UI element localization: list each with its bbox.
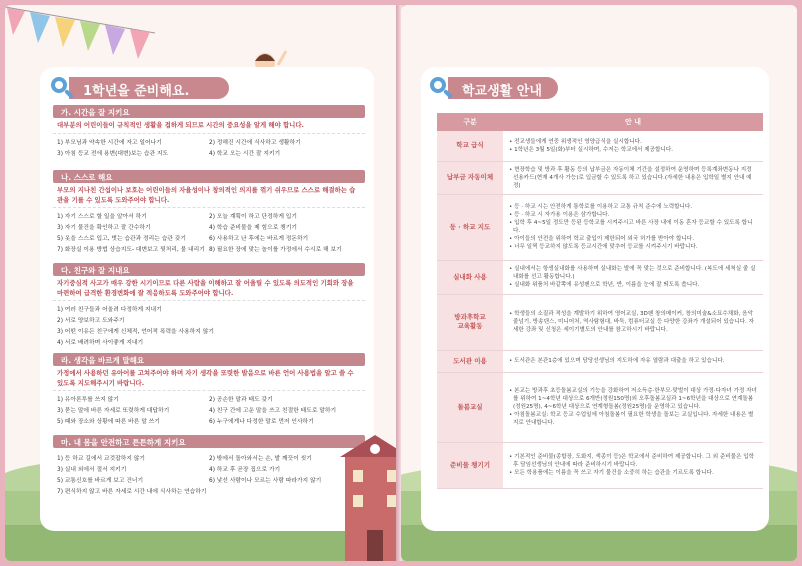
- school-building-illustration: [335, 435, 401, 561]
- right-page: [401, 5, 797, 561]
- section-items: [53, 133, 365, 160]
- section-description: 부모의 지나친 간섭이나 보호는 어린이들의 자율성이나 창의적인 의지를 꺾기 쉬우므로 스스로 해결하는 습관을 기를 수 있도록 도와주어야 합니다.: [57, 186, 356, 204]
- row-description: [503, 161, 763, 194]
- table-row: [437, 260, 763, 294]
- magnifier-icon: [49, 75, 75, 101]
- list-item: 1) 유아론투를 쓰지 않기: [57, 397, 119, 403]
- page-title: 1학년을 준비해요.: [69, 77, 229, 99]
- section-items: [53, 390, 365, 428]
- section-heading: 마. 내 몸을 안전하고 튼튼하게 지키요: [53, 435, 365, 448]
- row-description: [503, 372, 763, 442]
- list-item: 2) 서로 양보하고 도와주기: [57, 318, 125, 324]
- description-line: • 아침돌봄교실: 학교 등교 수업일에 아침돌봄이 필요한 학생을 돌보는 교실입니다. 자세한 내용은 별지로 안내합니다.: [509, 412, 754, 426]
- description-line: • 도서관은 본관1층에 있으며 담당선생님의 지도하에 자유 열람과 대출을 하고 있습니다.: [509, 358, 725, 364]
- description-line: • 기본적인 준비물(종합장, 도화지, 색종이 등)은 학교에서 준비하여 제공합니다. 그 외 준비물은 입학 후 담임선생님의 안내에 따라 준비하시기 바랍니다.: [509, 454, 755, 468]
- list-item: 4) 학습 준비물을 제 힘으로 챙기기: [209, 225, 297, 231]
- left-page: [5, 5, 401, 561]
- section-safety: [53, 435, 365, 498]
- row-description: [503, 260, 763, 294]
- list-item: 6) 누구에게나 다정한 말로 먼저 인사하기: [209, 419, 314, 425]
- section-heading: 라. 생각을 바르게 말해요: [53, 353, 365, 366]
- list-item: 1) 부모님과 약속한 시간에 자고 일어나기: [57, 139, 162, 146]
- section-self: [53, 170, 365, 256]
- description-line: • 모든 학용품에는 이름을 꼭 쓰고 자기 물건을 소중히 하는 습관을 기르도록 합니다.: [509, 470, 714, 476]
- row-category: 실내화 사용: [437, 260, 503, 294]
- list-item: 5) 때와 장소와 상황에 따른 바른 말 쓰기: [57, 419, 160, 425]
- list-item: 3) 실내 외에서 절서 지키기: [57, 467, 127, 473]
- section-items: [53, 448, 365, 498]
- page-title: 학교생활 안내: [448, 77, 558, 99]
- list-item: 3) 묻는 말에 바른 자세로 또렷하게 대답하기: [57, 408, 170, 414]
- table-header: 안 내: [503, 113, 763, 131]
- table-row: [437, 350, 763, 372]
- bunting-decoration: [5, 5, 155, 65]
- table-header: 구분: [437, 113, 503, 131]
- section-heading: 다. 친구와 잘 지내요: [53, 263, 365, 276]
- description-line: • 전교생들에게 연중 위생적인 영양급식을 실시합니다.: [509, 138, 642, 145]
- list-item: 2) 밖에서 돌아와서는 손, 발 깨끗이 씻기: [209, 456, 312, 462]
- list-item: 4) 친구 간에 고운 말을 쓰고 친절한 태도로 말하기: [209, 408, 337, 414]
- row-category: 등 · 하교 지도: [437, 194, 503, 260]
- school-info-table: [437, 113, 763, 489]
- table-row: [437, 294, 763, 350]
- row-description: [503, 131, 763, 161]
- description-line: • 너무 일찍 등교하지 않도록 등교시간에 맞추어 등교를 시켜주시기 바랍니다.: [509, 244, 698, 250]
- section-items: [53, 300, 365, 349]
- table-body: [437, 131, 763, 488]
- list-item: 1) 자기 스스로 할 일을 알아서 하기: [57, 214, 147, 220]
- list-item: 6) 사용하고 난 후에는 바르게 정돈하기: [209, 236, 309, 242]
- description-line: • 등 · 하교 시 자가용 이용은 삼가합니다.: [509, 212, 610, 218]
- row-description: [503, 194, 763, 260]
- table-row: [437, 161, 763, 194]
- table-row: [437, 194, 763, 260]
- description-line: • 아이들의 안전을 위하여 학교 출입이 제한되어 외국 허가를 받아야 합니다.: [509, 236, 694, 242]
- section-time: [53, 105, 365, 160]
- section-heading: 가. 시간을 잘 지키요: [53, 105, 365, 118]
- row-description: [503, 442, 763, 488]
- description-line: • 입학 후 4~5일 정도만 등된 등학교를 시켜주시고 바른 사장 내에 이동 혼자 등교할 수 있도록 합니다.: [509, 220, 753, 234]
- section-description: 자기중심적 사고가 매우 강한 시기이므로 다른 사람을 이해하고 잘 어울릴 수 있도록 의도적인 기회와 장을 마련하여 급격한 환경변화에 잘 적응하도록 도와주어야 합니다.: [57, 279, 354, 297]
- table-row: [437, 131, 763, 161]
- description-line: • 현장학습 및 방과 후 활동 등의 납부금은 자동이체 기간을 설정하여 운영하며 등록계좌변동나 지정 선용카드(현재 4개사 가능)로 입금할 수 있도록 하고 있습니다.(자세한 내용은 입학일 별지 안내 예정): [509, 166, 752, 189]
- description-line: • 학생들의 소질과 적성을 계발하기 위하여 영어교실, 3D펜 창의메이커, 창의미술&소묘수채화, 음악줄넘기, 방송댄스, 미니어처, 역사탐험대, 바둑, 컴퓨터교실 등 다양한 강좌가 개설되어 있습니다. 자세한 강좌 및 신청은 세이기별도의 안내를 참고하시기 바랍니다.: [509, 311, 754, 333]
- section-heading: 나. 스스로 해요: [53, 170, 365, 183]
- row-description: [503, 350, 763, 372]
- list-item: 2) 공손한 말과 태도 갖기: [209, 397, 273, 403]
- list-item: 3) 어떤 이유든 친구에게 신체적, 언어적 폭력을 사용하지 않기: [57, 329, 214, 335]
- list-item: 5) 옷을 스스로 입고, 벗는 습관과 정리는 습관 갖기: [57, 236, 186, 242]
- row-category: 도서관 이용: [437, 350, 503, 372]
- table-row: [437, 442, 763, 488]
- section-description: 가정에서 사용하던 유아어를 고쳐주어야 하며 자기 생각을 또렷한 발음으로 바른 언어 사용법을 알고 쓸 수 있도록 지도해주시기 바랍니다.: [57, 369, 354, 387]
- row-description: [503, 294, 763, 350]
- row-category: 돌봄교실: [437, 372, 503, 442]
- description-line: • 1학년은 3월 5일(화)부터 실시하며, 수저는 학교에서 제공합니다.: [509, 146, 674, 153]
- section-items: [53, 207, 365, 256]
- list-item: 3) 아침 등교 전에 용변(대변)보는 습관 지도: [57, 150, 169, 157]
- row-category: 방과후학교 교육활동: [437, 294, 503, 350]
- list-item: 1) 등 하교 길에서 교것잡하지 않기: [57, 456, 145, 462]
- list-item: 2) 오늘 계획이 하고 단정하게 입기: [209, 214, 297, 220]
- left-title-wrap: [49, 75, 229, 101]
- list-item: 5) 교통신호를 바르게 보고 건너기: [57, 478, 144, 484]
- list-item: 1) 여러 친구들과 어울려 다정하게 지내기: [57, 307, 162, 313]
- list-item: 7) 편식하지 않고 바른 자세로 시간 내에 식사하는 연습하기: [57, 489, 207, 495]
- list-item: 4) 학교 오는 시간 잘 지키기: [209, 150, 281, 157]
- row-category: 학교 급식: [437, 131, 503, 161]
- row-category: 준비물 챙기기: [437, 442, 503, 488]
- list-item: 8) 필요한 장에 맞는 놀이를 가정에서 수시로 해 보기: [209, 247, 342, 253]
- section-description: 대부분의 어린이들이 규칙적인 생활을 접하게 되므로 시간의 중요성을 알게 해야 합니다.: [57, 121, 304, 129]
- right-title-wrap: [428, 75, 558, 101]
- magnifier-icon: [428, 75, 454, 101]
- list-item: 2) 정해진 시간에 식사하고 생활하기: [209, 139, 301, 146]
- description-line: • 실내에서는 항생실내화를 사용하며 실내화는 발에 꼭 맞는 것으로 준비합니다. (복도에 세척실 줄 실내화를 선고 활동합니다.): [509, 266, 756, 280]
- row-category: 납부금 자동이체: [437, 161, 503, 194]
- description-line: • 본교는 방과후 초등돌봄교실의 기능을 강화하여 저소득층·한부모·맞벌이 대상 가정·다자녀 가정 자녀를 위하여 1~4학년 대상으로 6개반(정원150명)외 오후돌봄교실과 1~6학년을 대상으로 연계돌봄(정원25명), 4~6학년 대상으로 연계형돌봄(정원25명)을 운영하고 있습니다.: [509, 388, 757, 410]
- table-row: [437, 372, 763, 442]
- list-item: 7) 화장실 이용 방법 상습지도- 대변보고 뒷처리, 물 내리기: [57, 247, 205, 253]
- list-item: 6) 낯선 사람이나 모르는 사람 따라가지 않기: [209, 478, 322, 484]
- list-item: 3) 자기 물건을 확인하고 잘 간수하기: [57, 225, 151, 231]
- list-item: 4) 하교 후 곧장 집으로 가기: [209, 467, 281, 473]
- section-speech: [53, 353, 365, 428]
- section-friends: [53, 263, 365, 349]
- description-line: • 실내화 위품처 바같쪽에 유성펜으로 학년, 반, 이름을 눈에 잘 띄도록 씁니다.: [509, 282, 700, 288]
- description-line: • 등 · 하교 시는 안전하게 통학로를 이용하고 교통 규칙 준수에 노력합니다.: [509, 204, 693, 210]
- list-item: 4) 서로 배려하며 사이좋게 지내기: [57, 340, 144, 346]
